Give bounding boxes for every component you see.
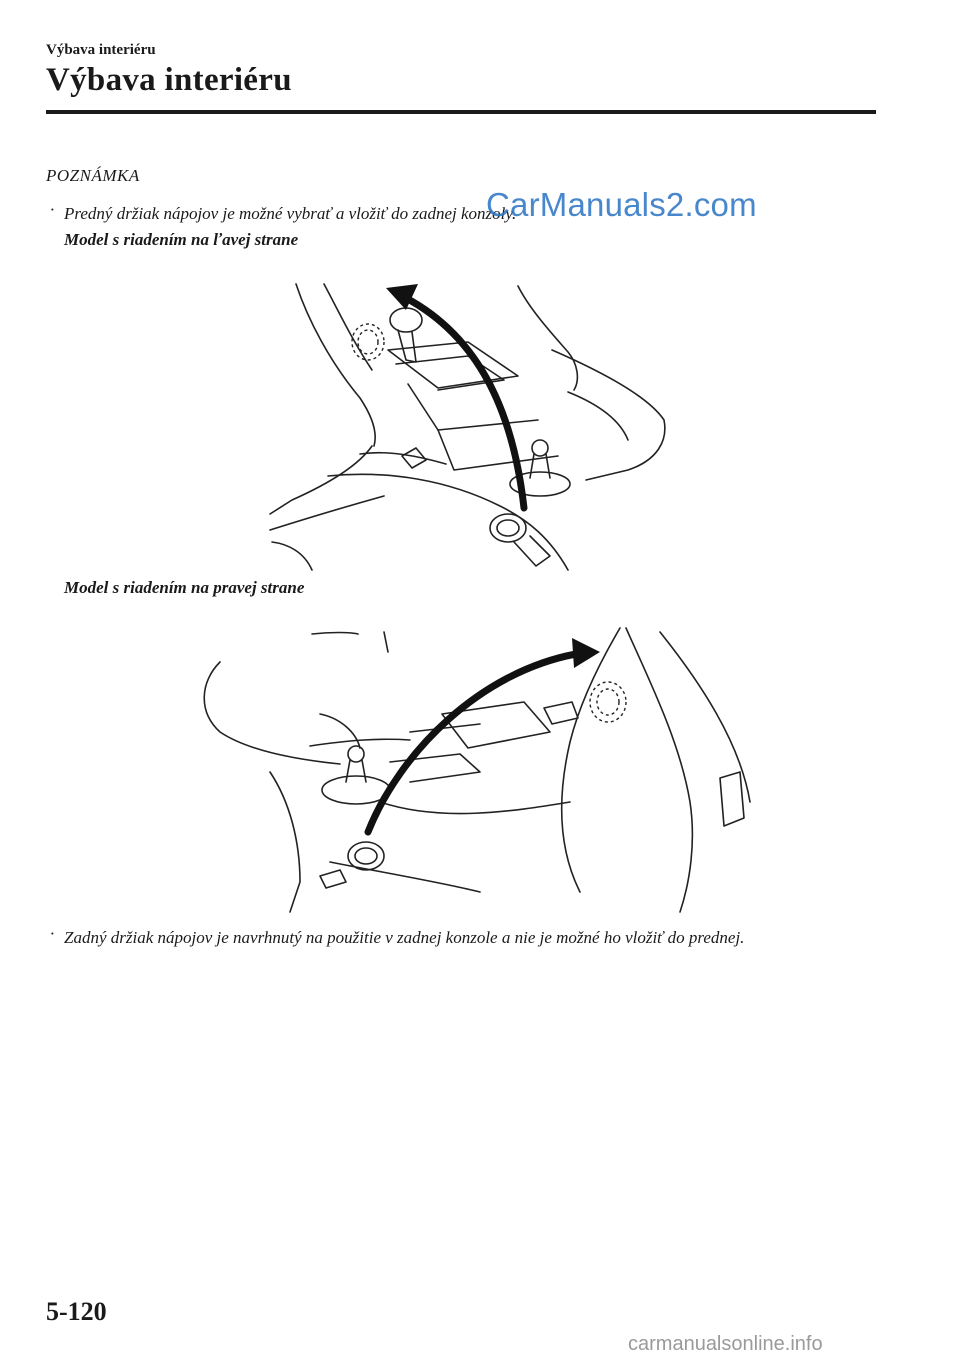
illustration-right-hand-drive	[180, 622, 762, 914]
note-heading: POZNÁMKA	[46, 166, 140, 185]
page-title: Výbava interiéru	[46, 62, 292, 98]
watermark-logo: CarManuals2.com	[486, 186, 757, 223]
illustration-left-hand-drive	[268, 280, 668, 572]
caption-right-hand-drive: Model s riadením na pravej strane	[64, 578, 305, 597]
title-divider	[46, 110, 876, 114]
page-number: 5-120	[46, 1297, 107, 1326]
bullet-marker: ·	[50, 200, 55, 219]
caption-left-hand-drive: Model s riadením na ľavej strane	[64, 230, 299, 249]
footer-site-watermark: carmanualsonline.info	[628, 1333, 823, 1355]
breadcrumb: Výbava interiéru	[46, 42, 156, 58]
note-item-rear-holder: Zadný držiak nápojov je navrhnutý na použitie v zadnej konzole a nie je možné ho vložiť do prednej.	[64, 928, 745, 947]
note-item-front-holder: Predný držiak nápojov je možné vybrať a vložiť do zadnej konzoly.	[64, 204, 517, 223]
bullet-marker: ·	[50, 924, 55, 943]
